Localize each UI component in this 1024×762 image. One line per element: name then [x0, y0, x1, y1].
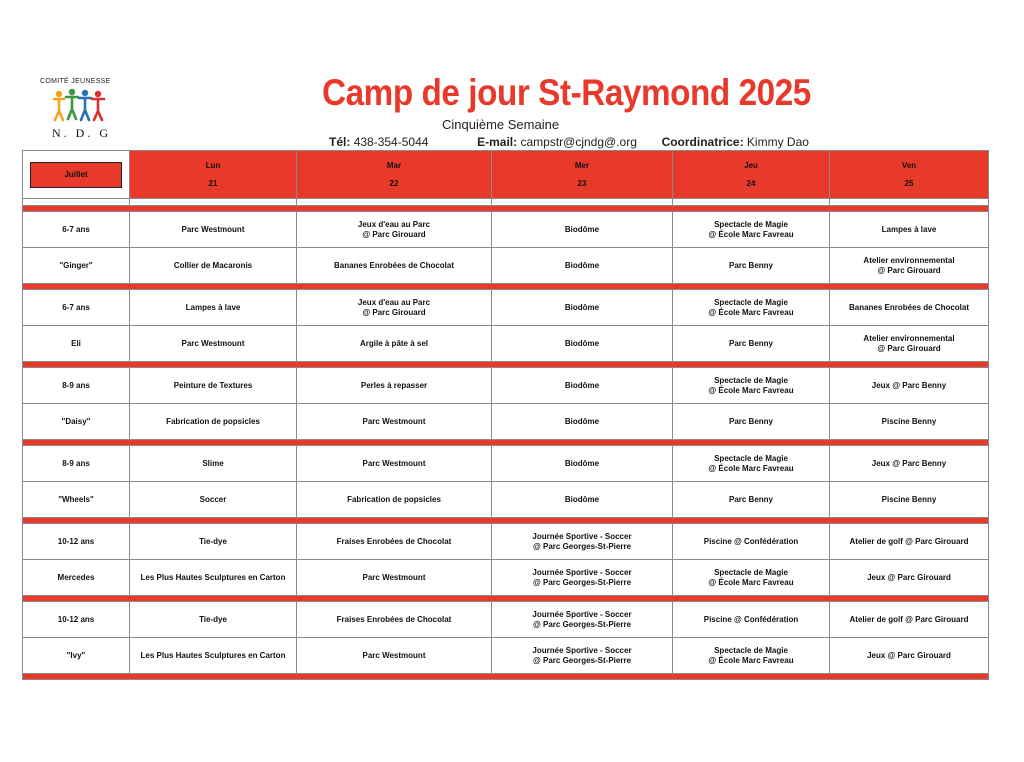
table-row — [23, 560, 989, 596]
day-date: 24 — [746, 178, 756, 188]
table-row — [23, 446, 989, 482]
activity-cell: Journée Sportive - Soccer @ Parc Georges-St-Pierre — [492, 560, 673, 596]
logo — [36, 78, 116, 142]
activity-cell: Biodôme — [492, 482, 673, 518]
day-date: 21 — [208, 178, 218, 188]
activity-cell: Fraises Enrobées de Chocolat — [297, 524, 492, 560]
day-date: 25 — [904, 178, 914, 188]
activity-cell: Spectacle de Magie @ École Marc Favreau — [673, 560, 830, 596]
activity-cell: Biodôme — [492, 368, 673, 404]
activity-cell: Parc Westmount — [297, 560, 492, 596]
table-row — [23, 290, 989, 326]
activity-cell: Perles à repasser — [297, 368, 492, 404]
group-label: 10-12 ans — [23, 524, 130, 560]
activity-cell: Parc Westmount — [297, 404, 492, 440]
table-row — [23, 482, 989, 518]
day-date: 22 — [389, 178, 399, 188]
activity-cell: Tie-dye — [130, 524, 297, 560]
activity-cell: Tie-dye — [130, 602, 297, 638]
day-name: Mer — [574, 160, 590, 170]
activity-cell: Jeux d'eau au Parc @ Parc Girouard — [297, 290, 492, 326]
activity-cell: Jeux @ Parc Girouard — [830, 638, 989, 674]
coord-label: Coordinatrice: — [661, 135, 744, 149]
activity-cell: Spectacle de Magie @ École Marc Favreau — [673, 638, 830, 674]
header-row — [23, 151, 989, 199]
group-label: Eli — [23, 326, 130, 362]
table-row — [23, 368, 989, 404]
activity-cell: Fraises Enrobées de Chocolat — [297, 602, 492, 638]
day-header-jeu — [673, 151, 830, 199]
activity-cell: Atelier environnemental @ Parc Girouard — [830, 326, 989, 362]
logo-bottom-text: N. D. G — [52, 126, 111, 140]
logo-top-text: COMITÉ JEUNESSE — [40, 78, 111, 85]
group-label: "Daisy" — [23, 404, 130, 440]
group-separator — [23, 674, 989, 680]
group-label: "Ginger" — [23, 248, 130, 284]
activity-cell: Parc Benny — [673, 326, 830, 362]
activity-cell: Argile à pâte à sel — [297, 326, 492, 362]
group-label: "Wheels" — [23, 482, 130, 518]
day-name: Mar — [386, 160, 402, 170]
table-row — [23, 602, 989, 638]
activity-cell: Atelier de golf @ Parc Girouard — [830, 524, 989, 560]
tel-label: Tél: — [329, 135, 351, 149]
activity-cell: Parc Benny — [673, 248, 830, 284]
page-subtitle: Cinquième Semaine — [442, 117, 560, 132]
activity-cell: Les Plus Hautes Sculptures en Carton — [130, 560, 297, 596]
group-label: 10-12 ans — [23, 602, 130, 638]
activity-cell: Spectacle de Magie @ École Marc Favreau — [673, 446, 830, 482]
day-name: Ven — [901, 160, 917, 170]
spacer-row — [23, 199, 989, 206]
day-header-mar — [297, 151, 492, 199]
table-row — [23, 248, 989, 284]
activity-cell: Jeux d'eau au Parc @ Parc Girouard — [297, 212, 492, 248]
activity-cell: Spectacle de Magie @ École Marc Favreau — [673, 212, 830, 248]
activity-cell: Biodôme — [492, 212, 673, 248]
activity-cell: Les Plus Hautes Sculptures en Carton — [130, 638, 297, 674]
activity-cell: Journée Sportive - Soccer @ Parc Georges-St-Pierre — [492, 638, 673, 674]
month-badge: Juillet — [30, 162, 122, 188]
group-label: 8-9 ans — [23, 446, 130, 482]
day-header-mer — [492, 151, 673, 199]
activity-cell: Parc Westmount — [297, 446, 492, 482]
activity-cell: Piscine Benny — [830, 482, 989, 518]
activity-cell: Lampes à lave — [830, 212, 989, 248]
table-row — [23, 212, 989, 248]
group-label: 8-9 ans — [23, 368, 130, 404]
table-row — [23, 404, 989, 440]
activity-cell: Biodôme — [492, 290, 673, 326]
activity-cell: Spectacle de Magie @ École Marc Favreau — [673, 290, 830, 326]
activity-cell: Peinture de Textures — [130, 368, 297, 404]
table-row — [23, 638, 989, 674]
email-value: campstr@cjndg@.org — [520, 135, 637, 149]
month-cell — [23, 151, 130, 199]
day-date: 23 — [577, 178, 587, 188]
activity-cell: Biodôme — [492, 248, 673, 284]
activity-cell: Atelier de golf @ Parc Girouard — [830, 602, 989, 638]
activity-cell: Jeux @ Parc Benny — [830, 368, 989, 404]
group-label: Mercedes — [23, 560, 130, 596]
activity-cell: Lampes à lave — [130, 290, 297, 326]
activity-cell: Bananes Enrobées de Chocolat — [297, 248, 492, 284]
activity-cell: Parc Benny — [673, 482, 830, 518]
schedule-table — [22, 150, 989, 680]
activity-cell: Journée Sportive - Soccer @ Parc Georges-St-Pierre — [492, 602, 673, 638]
group-label: 6-7 ans — [23, 290, 130, 326]
activity-cell: Jeux @ Parc Girouard — [830, 560, 989, 596]
activity-cell: Parc Westmount — [297, 638, 492, 674]
day-name: Jeu — [744, 160, 758, 170]
activity-cell: Spectacle de Magie @ École Marc Favreau — [673, 368, 830, 404]
activity-cell: Atelier environnemental @ Parc Girouard — [830, 248, 989, 284]
activity-cell: Collier de Macaronis — [130, 248, 297, 284]
activity-cell: Biodôme — [492, 404, 673, 440]
day-header-lun — [130, 151, 297, 199]
contact-line — [329, 135, 809, 149]
activity-cell: Piscine @ Confédération — [673, 524, 830, 560]
coord-value: Kimmy Dao — [746, 135, 809, 149]
activity-cell: Parc Westmount — [130, 326, 297, 362]
activity-cell: Bananes Enrobées de Chocolat — [830, 290, 989, 326]
page-title: Camp de jour St-Raymond 2025 — [322, 72, 811, 113]
day-name: Lun — [205, 160, 221, 170]
activity-cell: Biodôme — [492, 326, 673, 362]
activity-cell: Slime — [130, 446, 297, 482]
email-label: E-mail: — [477, 135, 518, 149]
group-label: 6-7 ans — [23, 212, 130, 248]
table-row — [23, 326, 989, 362]
activity-cell: Piscine @ Confédération — [673, 602, 830, 638]
activity-cell: Soccer — [130, 482, 297, 518]
day-header-ven — [830, 151, 989, 199]
activity-cell: Journée Sportive - Soccer @ Parc Georges-St-Pierre — [492, 524, 673, 560]
activity-cell: Fabrication de popsicles — [130, 404, 297, 440]
tel-value: 438-354-5044 — [353, 135, 429, 149]
activity-cell: Biodôme — [492, 446, 673, 482]
activity-cell: Piscine Benny — [830, 404, 989, 440]
activity-cell: Fabrication de popsicles — [297, 482, 492, 518]
table-row — [23, 524, 989, 560]
group-label: "Ivy" — [23, 638, 130, 674]
activity-cell: Parc Westmount — [130, 212, 297, 248]
activity-cell: Parc Benny — [673, 404, 830, 440]
children-figures-icon — [50, 87, 106, 125]
activity-cell: Jeux @ Parc Benny — [830, 446, 989, 482]
